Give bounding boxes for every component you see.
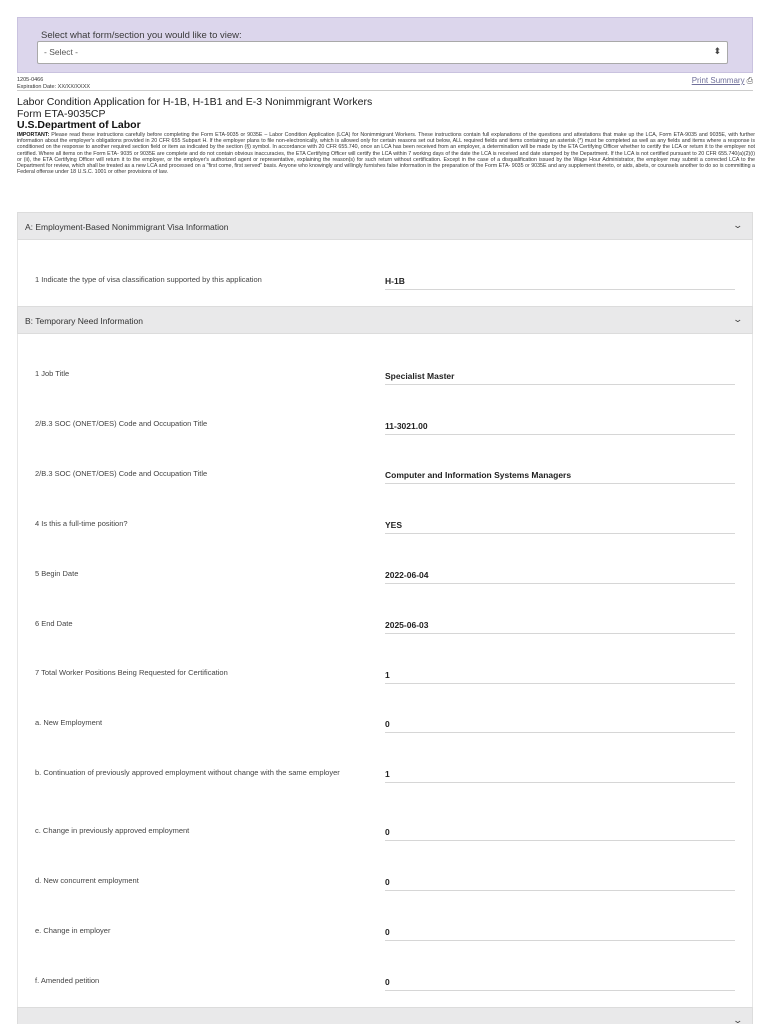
select-value: - Select -	[44, 47, 79, 57]
field-label: d. New concurrent employment	[35, 876, 139, 885]
field-value: 1	[385, 670, 735, 684]
field-value: Specialist Master	[385, 371, 735, 385]
form-title: Labor Condition Application for H-1B, H-1B1 and E-3 Nonimmigrant Workers	[17, 96, 373, 108]
print-summary-label: Print Summary	[691, 76, 745, 85]
section-c-header[interactable]	[17, 1007, 753, 1024]
field-label: c. Change in previously approved employment	[35, 826, 190, 835]
field-value: 0	[385, 977, 735, 991]
field-value: 0	[385, 827, 735, 841]
field-value: 2022-06-04	[385, 570, 735, 584]
field-value: YES	[385, 520, 735, 534]
printer-icon: ⎙	[746, 76, 753, 85]
form-section-selector-panel	[17, 17, 753, 73]
field-value: 1	[385, 769, 735, 783]
section-a-header[interactable]	[17, 212, 753, 240]
field-label: 6 End Date	[35, 619, 73, 628]
field-label: a. New Employment	[35, 718, 103, 727]
agency-name: U.S.Department of Labor	[17, 119, 141, 131]
field-label: b. Continuation of previously approved employment without change with the same employer	[35, 768, 340, 777]
field-label: 1 Indicate the type of visa classification supported by this application	[35, 275, 262, 284]
field-label: 4 Is this a full-time position?	[35, 519, 128, 528]
field-label: 2/B.3 SOC (ONET/OES) Code and Occupation Title	[35, 419, 208, 428]
section-b-title: B: Temporary Need Information	[25, 316, 143, 326]
field-label: 7 Total Worker Positions Being Requested for Certification	[35, 668, 228, 677]
field-label: 5 Begin Date	[35, 569, 79, 578]
expiration-date: Expiration Date: XX/XX/XXXX	[17, 84, 91, 90]
important-notice	[17, 132, 755, 175]
section-b-header[interactable]	[17, 306, 753, 334]
chevron-down-icon: ⌄	[732, 314, 744, 324]
field-label: 2/B.3 SOC (ONET/OES) Code and Occupation Title	[35, 469, 208, 478]
field-label: f. Amended petition	[35, 976, 100, 985]
field-value: 0	[385, 877, 735, 891]
print-summary-link[interactable]	[692, 76, 753, 86]
omb-number: 1205-0466	[17, 77, 44, 83]
section-a-body	[17, 240, 753, 306]
field-label: 1 Job Title	[35, 369, 70, 378]
form-section-select[interactable]	[37, 41, 728, 64]
important-text: Please read these instructions carefully before completing the Form ETA-9035 or 9035E – Labor Condition Application (LCA) for Nonimmigrant Workers. These instructions contain full explanations of the questions and attestations that make up the LCA, Form ETA-9035 and 9035E, with further information about the employer's obligations provided in 20 CFR 655 Subpart H. If the employer plans to file non-electronically, which is allowed only for certain reasons set out below, ALL required fields and items containing an asterisk (*) must be completed as well as any fields and items where a response is conditioned on the response to another required section field or item as indicated by the section (§) symbol. In accordance with 20 CFR 655.740, once an LCA has been received from an employer, a determination will be made by the ETA Certifying Officer whether to certify the LCA or return it to the employer not certified. Where all items on the Form ETA- 9035 or 9035E are complete and do not contain obvious inaccuracies, the ETA Certifying Officer will certify the LCA within 7 working days of the date the LCA is received and date stamped by the Department. If the LCA is not certified pursuant to 20 CFR 655.740(a)(2)(i) or (ii), the ETA Certifying Officer will return it to the employer, or the employer's authorized agent or representative, explaining the reason(s) for such return without certification. Except in the case of a disqualification issued by the Wage Hour Administrator, the employer may submit a corrected LCA to the Department for review, which shall be treated as a new LCA and processed on a "first come, first served" basis. Anyone who knowingly and willingly furnishes false information in the preparation of the Form ETA- 9035 or 9035E and any supplement thereto, or aids, abets, or counsels another to do so is committing a Federal offense under 18 U.S.C. 1001 or other provisions of law.	[17, 132, 755, 176]
select-arrows-icon: ⬍	[713, 46, 721, 56]
field-value: Computer and Information Systems Managers	[385, 470, 735, 484]
divider	[17, 90, 753, 91]
field-value: 2025-06-03	[385, 620, 735, 634]
field-value: 0	[385, 719, 735, 733]
field-value: 0	[385, 927, 735, 941]
field-value: H-1B	[385, 276, 735, 290]
important-label: IMPORTANT:	[17, 132, 50, 138]
field-value: 11-3021.00	[385, 421, 735, 435]
field-label: e. Change in employer	[35, 926, 111, 935]
section-a-title: A: Employment-Based Nonimmigrant Visa Information	[25, 222, 229, 232]
form-number: Form ETA-9035CP	[17, 108, 106, 120]
chevron-down-icon: ⌄	[732, 1015, 744, 1024]
chevron-down-icon: ⌄	[732, 220, 744, 230]
selector-label: Select what form/section you would like to view:	[41, 30, 242, 41]
